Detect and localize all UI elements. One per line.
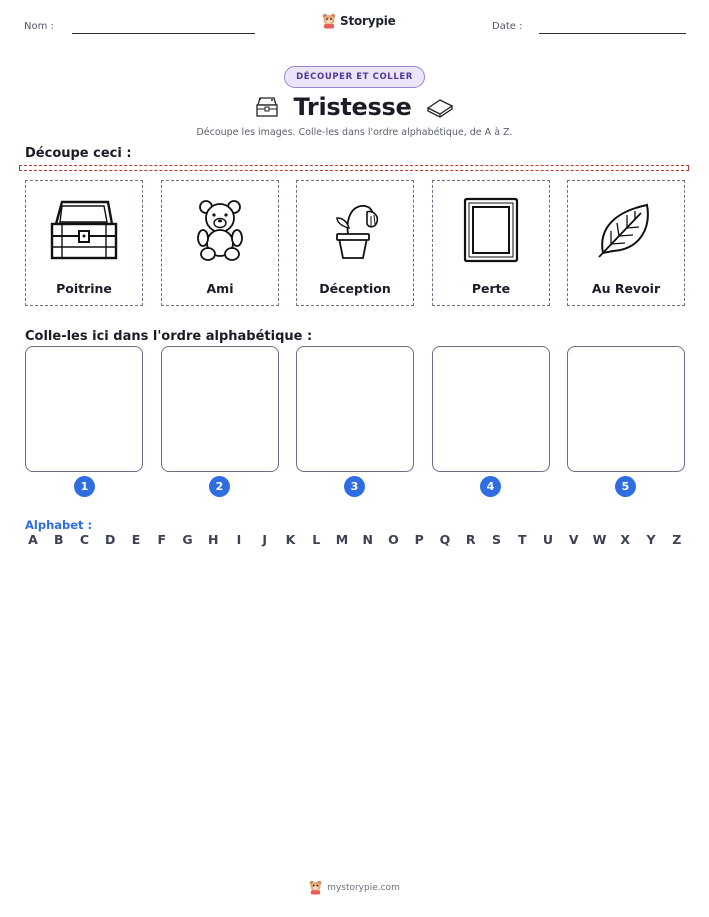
- alphabet-letter: A: [28, 532, 38, 547]
- alphabet-letter: Q: [439, 532, 451, 547]
- alphabet-letter: C: [79, 532, 90, 547]
- cut-card-ami[interactable]: [161, 180, 279, 306]
- alphabet-letter: T: [517, 532, 527, 547]
- alphabet-letter: W: [592, 532, 607, 547]
- footer-site: mystorypie.com: [327, 882, 400, 893]
- paste-slot-1[interactable]: [25, 346, 143, 472]
- storypie-mascot-icon: [322, 13, 336, 29]
- paste-slot-4[interactable]: [432, 346, 550, 472]
- book-icon: [425, 96, 455, 118]
- card-label: Ami: [206, 281, 234, 296]
- alphabet-letter: Z: [672, 532, 682, 547]
- cut-heading: Découpe ceci :: [25, 146, 132, 161]
- card-label: Déception: [319, 281, 391, 296]
- alphabet-letter: H: [208, 532, 219, 547]
- cut-card-perte[interactable]: [432, 180, 550, 306]
- alphabet-letter: N: [362, 532, 373, 547]
- alphabet-row: [25, 532, 685, 547]
- date-line: [539, 33, 686, 34]
- empty-frame-icon: [460, 196, 522, 264]
- cut-card-poitrine[interactable]: [25, 180, 143, 306]
- alphabet-letter: X: [620, 532, 631, 547]
- leaf-icon: [595, 199, 657, 261]
- alphabet-letter: L: [312, 532, 321, 547]
- alphabet-letter: R: [465, 532, 476, 547]
- name-line: [72, 33, 255, 34]
- cut-line: [19, 165, 689, 171]
- brand-name: Storypie: [340, 14, 396, 28]
- teddy-bear-icon: [192, 198, 248, 262]
- slot-number-2: 2: [209, 476, 230, 497]
- wilted-flower-icon: [327, 198, 383, 262]
- alphabet-heading: Alphabet :: [25, 518, 93, 532]
- alphabet-letter: E: [131, 532, 141, 547]
- worksheet-title: Tristesse: [293, 93, 412, 121]
- storypie-mascot-small-icon: [309, 880, 322, 895]
- alphabet-letter: B: [53, 532, 64, 547]
- slot-number-3: 3: [344, 476, 365, 497]
- card-label: Au Revoir: [591, 281, 661, 296]
- alphabet-letter: F: [157, 532, 167, 547]
- slot-number-5: 5: [615, 476, 636, 497]
- alphabet-letter: D: [105, 532, 116, 547]
- title-row: [0, 90, 709, 124]
- alphabet-letter: M: [335, 532, 349, 547]
- card-label: Perte: [471, 281, 511, 296]
- footer: [0, 880, 709, 895]
- alphabet-letter: P: [414, 532, 424, 547]
- alphabet-letter: O: [388, 532, 399, 547]
- alphabet-letter: G: [182, 532, 193, 547]
- treasure-chest-icon: [46, 198, 122, 262]
- paste-slot-2[interactable]: [161, 346, 279, 472]
- alphabet-letter: K: [285, 532, 296, 547]
- name-label: Nom :: [24, 21, 54, 32]
- cut-card-deception[interactable]: [296, 180, 414, 306]
- paste-slot-5[interactable]: [567, 346, 685, 472]
- brand-logo: [322, 13, 396, 29]
- date-label: Date :: [492, 21, 523, 32]
- alphabet-letter: V: [568, 532, 579, 547]
- instructions: Découpe les images. Colle-les dans l'ordre alphabétique, de A à Z.: [196, 127, 513, 138]
- alphabet-letter: S: [491, 532, 501, 547]
- treasure-chest-small-icon: [254, 95, 280, 119]
- card-label: Poitrine: [56, 281, 112, 296]
- slot-number-1: 1: [74, 476, 95, 497]
- slot-number-4: 4: [480, 476, 501, 497]
- alphabet-letter: I: [236, 532, 242, 547]
- cut-card-au-revoir[interactable]: [567, 180, 685, 306]
- alphabet-letter: Y: [646, 532, 656, 547]
- alphabet-letter: J: [262, 532, 268, 547]
- paste-slot-3[interactable]: [296, 346, 414, 472]
- activity-badge: DÉCOUPER ET COLLER: [284, 66, 425, 88]
- alphabet-letter: U: [542, 532, 554, 547]
- paste-heading: Colle-les ici dans l'ordre alphabétique :: [25, 329, 313, 344]
